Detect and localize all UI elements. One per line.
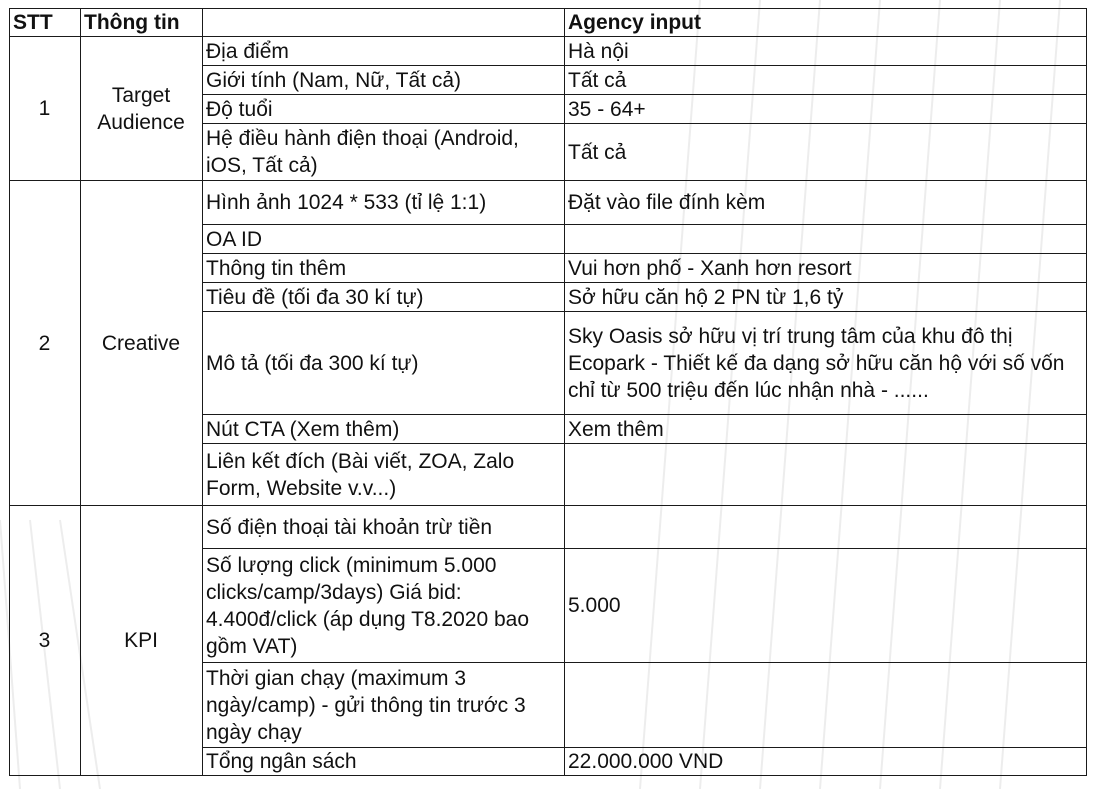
item-cell: Số điện thoại tài khoản trừ tiền bbox=[203, 506, 565, 549]
item-cell: Hình ảnh 1024 * 533 (tỉ lệ 1:1) bbox=[203, 181, 565, 225]
input-cell: 22.000.000 VND bbox=[565, 748, 1087, 776]
section-label: Creative bbox=[81, 181, 203, 506]
input-cell: Sở hữu căn hộ 2 PN từ 1,6 tỷ bbox=[565, 283, 1087, 312]
item-cell: Hệ điều hành điện thoại (Android, iOS, Tất cả) bbox=[203, 124, 565, 181]
input-cell: Hà nội bbox=[565, 37, 1087, 66]
header-row bbox=[10, 9, 1087, 37]
item-cell: Giới tính (Nam, Nữ, Tất cả) bbox=[203, 66, 565, 95]
input-cell bbox=[565, 225, 1087, 254]
section-number: 2 bbox=[10, 181, 81, 506]
input-cell: Vui hơn phố - Xanh hơn resort bbox=[565, 254, 1087, 283]
table-row bbox=[10, 37, 1087, 66]
section-number: 1 bbox=[10, 37, 81, 181]
header-agency-input: Agency input bbox=[565, 9, 1087, 37]
input-cell: 35 - 64+ bbox=[565, 95, 1087, 124]
input-cell: Sky Oasis sở hữu vị trí trung tâm của khu đô thị Ecopark - Thiết kế đa dạng sở hữu căn hộ với số vốn chỉ từ 500 triệu đến lúc nhận nhà - ...... bbox=[565, 312, 1087, 415]
input-cell: Xem thêm bbox=[565, 415, 1087, 444]
item-cell: Tổng ngân sách bbox=[203, 748, 565, 776]
table-row bbox=[10, 181, 1087, 225]
section-number: 3 bbox=[10, 506, 81, 776]
header-stt: STT bbox=[10, 9, 81, 37]
table-row bbox=[10, 506, 1087, 549]
item-cell: Nút CTA (Xem thêm) bbox=[203, 415, 565, 444]
campaign-brief-table bbox=[9, 8, 1087, 776]
item-cell: Địa điểm bbox=[203, 37, 565, 66]
item-cell: Thời gian chạy (maximum 3 ngày/camp) - gửi thông tin trước 3 ngày chạy bbox=[203, 663, 565, 748]
item-cell: OA ID bbox=[203, 225, 565, 254]
item-cell: Mô tả (tối đa 300 kí tự) bbox=[203, 312, 565, 415]
input-cell: Đặt vào file đính kèm bbox=[565, 181, 1087, 225]
input-cell bbox=[565, 444, 1087, 506]
item-cell: Thông tin thêm bbox=[203, 254, 565, 283]
input-cell bbox=[565, 506, 1087, 549]
item-cell: Liên kết đích (Bài viết, ZOA, Zalo Form, Website v.v...) bbox=[203, 444, 565, 506]
item-cell: Số lượng click (minimum 5.000 clicks/camp/3days) Giá bid: 4.400đ/click (áp dụng T8.2020 bao gồm VAT) bbox=[203, 549, 565, 663]
header-item bbox=[203, 9, 565, 37]
header-info: Thông tin bbox=[81, 9, 203, 37]
input-cell: Tất cả bbox=[565, 66, 1087, 95]
input-cell: 5.000 bbox=[565, 549, 1087, 663]
input-cell bbox=[565, 663, 1087, 748]
item-cell: Độ tuổi bbox=[203, 95, 565, 124]
item-cell: Tiêu đề (tối đa 30 kí tự) bbox=[203, 283, 565, 312]
section-label: KPI bbox=[81, 506, 203, 776]
input-cell: Tất cả bbox=[565, 124, 1087, 181]
section-label: Target Audience bbox=[81, 37, 203, 181]
